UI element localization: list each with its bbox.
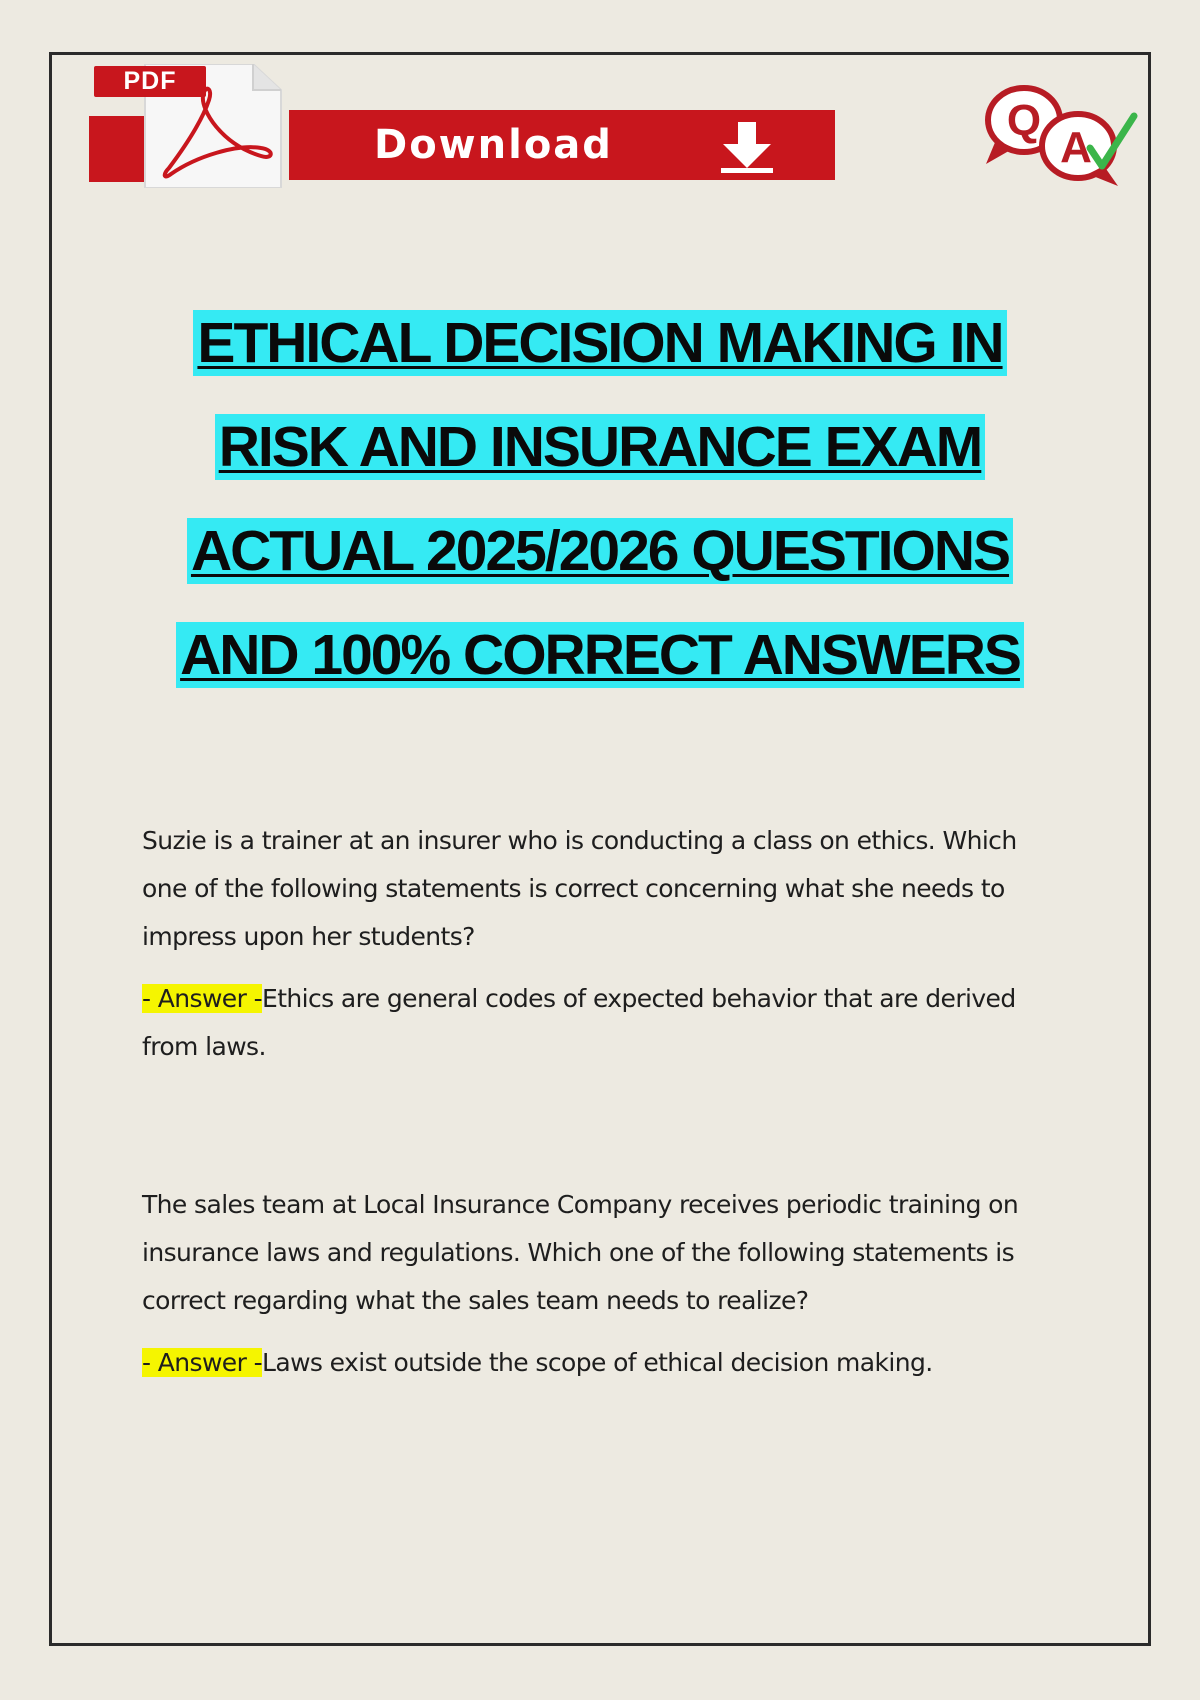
- logo-q-letter: Q: [1006, 96, 1042, 145]
- qa-list: [142, 817, 1042, 1387]
- download-label: Download: [374, 122, 613, 168]
- title-line-4: AND 100% CORRECT ANSWERS: [176, 622, 1024, 688]
- answer-label: - Answer -: [142, 984, 263, 1013]
- pdf-label: PDF: [94, 66, 206, 97]
- answer-text: Laws exist outside the scope of ethical decision making.: [262, 1348, 933, 1377]
- qa-item: [142, 817, 1042, 1071]
- qa-item: [142, 1181, 1042, 1387]
- answer-text: Ethics are general codes of expected behavior that are derived from laws.: [142, 984, 1016, 1061]
- qa-logo-icon: [978, 80, 1138, 190]
- answer-paragraph: [142, 1339, 1042, 1387]
- question-text: The sales team at Local Insurance Company receives periodic training on insurance laws and regulations. Which one of the following statements is correct regarding what the sales team needs to realize?: [142, 1190, 1019, 1315]
- download-banner[interactable]: [89, 64, 835, 190]
- download-arrow-icon: [717, 118, 777, 174]
- answer-paragraph: [142, 975, 1042, 1071]
- title-line-3: ACTUAL 2025/2026 QUESTIONS: [187, 518, 1013, 584]
- document-title: [110, 310, 1090, 726]
- title-line-1: ETHICAL DECISION MAKING IN: [193, 310, 1006, 376]
- question-text: Suzie is a trainer at an insurer who is conducting a class on ethics. Which one of the following statements is correct concerning what she needs to impress upon her students?: [142, 826, 1017, 951]
- banner-bar-left: [89, 116, 149, 182]
- logo-a-letter: A: [1060, 123, 1092, 172]
- title-line-2: RISK AND INSURANCE EXAM: [215, 414, 986, 480]
- answer-label: - Answer -: [142, 1348, 263, 1377]
